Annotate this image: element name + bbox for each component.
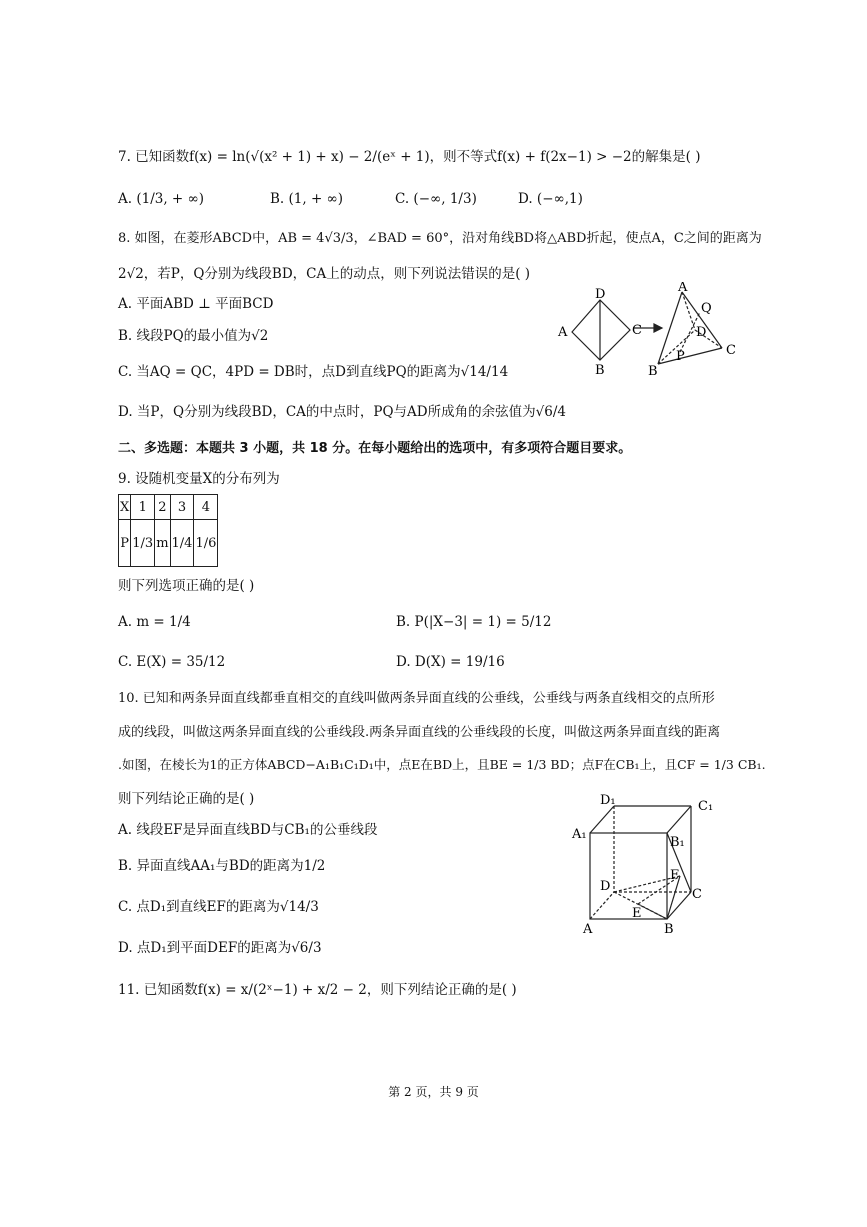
table-cell: P bbox=[119, 520, 131, 567]
page-footer: 第 2 页，共 9 页 bbox=[388, 1085, 479, 1099]
q10-option-d: D. 点D₁到平面DEF的距离为√6/3 bbox=[118, 940, 322, 956]
fig8-label-d2: D bbox=[696, 325, 707, 340]
table-cell: m bbox=[155, 520, 170, 567]
cube-figure bbox=[568, 790, 718, 935]
q10-stem-line1: 10. 已知和两条异面直线都垂直相交的直线叫做两条异面直线的公垂线，公垂线与两条直线相交的点所形 bbox=[118, 691, 715, 706]
q10-option-a: A. 线段EF是异面直线BD与CB₁的公垂线段 bbox=[118, 822, 378, 838]
table-cell: 1/4 bbox=[170, 520, 194, 567]
fig10-label-d: D bbox=[600, 879, 611, 894]
rhombus-fold-figure bbox=[550, 282, 750, 382]
q8-option-b: B. 线段PQ的最小值为√2 bbox=[118, 328, 269, 344]
fig10-label-c1: C₁ bbox=[698, 799, 714, 814]
fig8-label-q: Q bbox=[701, 301, 712, 316]
fig10-label-b1: B₁ bbox=[670, 835, 685, 850]
fig8-label-c: C bbox=[632, 323, 642, 338]
table-cell: 1/6 bbox=[194, 520, 218, 567]
table-cell: 4 bbox=[194, 495, 218, 520]
q11-stem: 11. 已知函数f(x) = x/(2ˣ−1) + x/2 − 2，则下列结论正确的是( ) bbox=[118, 982, 517, 998]
fig8-label-b: B bbox=[595, 363, 605, 378]
q8-option-a: A. 平面ABD ⊥ 平面BCD bbox=[118, 296, 274, 312]
q7-option-d: D. (−∞,1) bbox=[518, 191, 583, 207]
fig8-label-d: D bbox=[595, 287, 606, 302]
fig8-label-p: P bbox=[676, 349, 685, 364]
fig10-label-f: F bbox=[670, 868, 680, 883]
fig10-label-d1: D₁ bbox=[600, 793, 616, 808]
fig10-label-b: B bbox=[664, 922, 674, 935]
fig8-label-b2: B bbox=[648, 364, 658, 379]
distribution-table bbox=[118, 494, 218, 567]
q8-option-d: D. 当P，Q分别为线段BD，CA的中点时，PQ与AD所成角的余弦值为√6/4 bbox=[118, 404, 566, 420]
q10-option-c: C. 点D₁到直线EF的距离为√14/3 bbox=[118, 899, 319, 915]
q10-option-b: B. 异面直线AA₁与BD的距离为1/2 bbox=[118, 858, 326, 874]
fig8-label-a2: A bbox=[678, 282, 688, 295]
q8-stem-line1: 8. 如图，在菱形ABCD中，AB = 4√3/3，∠BAD = 60°，沿对角线BD将△ABD折起，使点A，C之间的距离为 bbox=[118, 231, 762, 246]
section-heading-multichoice: 二、多选题：本题共 3 小题，共 18 分。在每小题给出的选项中，有多项符合题目要求。 bbox=[118, 441, 632, 456]
table-cell: 2 bbox=[155, 495, 170, 520]
fig8-label-a: A bbox=[558, 325, 568, 340]
fig10-label-a: A bbox=[583, 922, 593, 935]
q9-option-c: C. E(X) = 35/12 bbox=[118, 654, 226, 670]
q9-option-a: A. m = 1/4 bbox=[118, 614, 191, 630]
q9-option-b: B. P(|X−3| = 1) = 5/12 bbox=[396, 614, 552, 630]
fig10-label-a1: A₁ bbox=[572, 827, 587, 842]
q10-stem-line2: 成的线段，叫做这两条异面直线的公垂线段.两条异面直线的公垂线段的长度，叫做这两条异面直线的距离 bbox=[118, 725, 721, 740]
q9-stem: 9. 设随机变量X的分布列为 bbox=[118, 471, 280, 487]
q10-stem-line3: .如图，在棱长为1的正方体ABCD−A₁B₁C₁D₁中，点E在BD上，且BE = 1/3 BD；点F在CB₁上，且CF = 1/3 CB₁. bbox=[118, 757, 766, 772]
table-cell: 1 bbox=[131, 495, 155, 520]
q9-prompt: 则下列选项正确的是( ) bbox=[118, 578, 255, 594]
q8-option-c: C. 当AQ = QC，4PD = DB时，点D到直线PQ的距离为√14/14 bbox=[118, 364, 509, 380]
fig10-label-c: C bbox=[692, 887, 702, 902]
q7-option-b: B. (1, + ∞) bbox=[270, 191, 344, 207]
table-cell: 3 bbox=[170, 495, 194, 520]
q10-prompt: 则下列结论正确的是( ) bbox=[118, 791, 255, 807]
q7-option-c: C. (−∞, 1/3) bbox=[395, 191, 477, 207]
q8-stem-line2: 2√2，若P，Q分别为线段BD，CA上的动点，则下列说法错误的是( ) bbox=[118, 266, 531, 282]
q7-option-a: A. (1/3, + ∞) bbox=[118, 191, 205, 207]
table-cell: X bbox=[119, 495, 131, 520]
fig8-label-c2: C bbox=[726, 343, 736, 358]
table-cell: 1/3 bbox=[131, 520, 155, 567]
q9-option-d: D. D(X) = 19/16 bbox=[396, 654, 505, 670]
q7-stem: 7. 已知函数f(x) = ln(√(x² + 1) + x) − 2/(eˣ + 1)，则不等式f(x) + f(2x−1) > −2的解集是( ) bbox=[118, 149, 701, 165]
fig10-label-e: E bbox=[632, 906, 642, 921]
